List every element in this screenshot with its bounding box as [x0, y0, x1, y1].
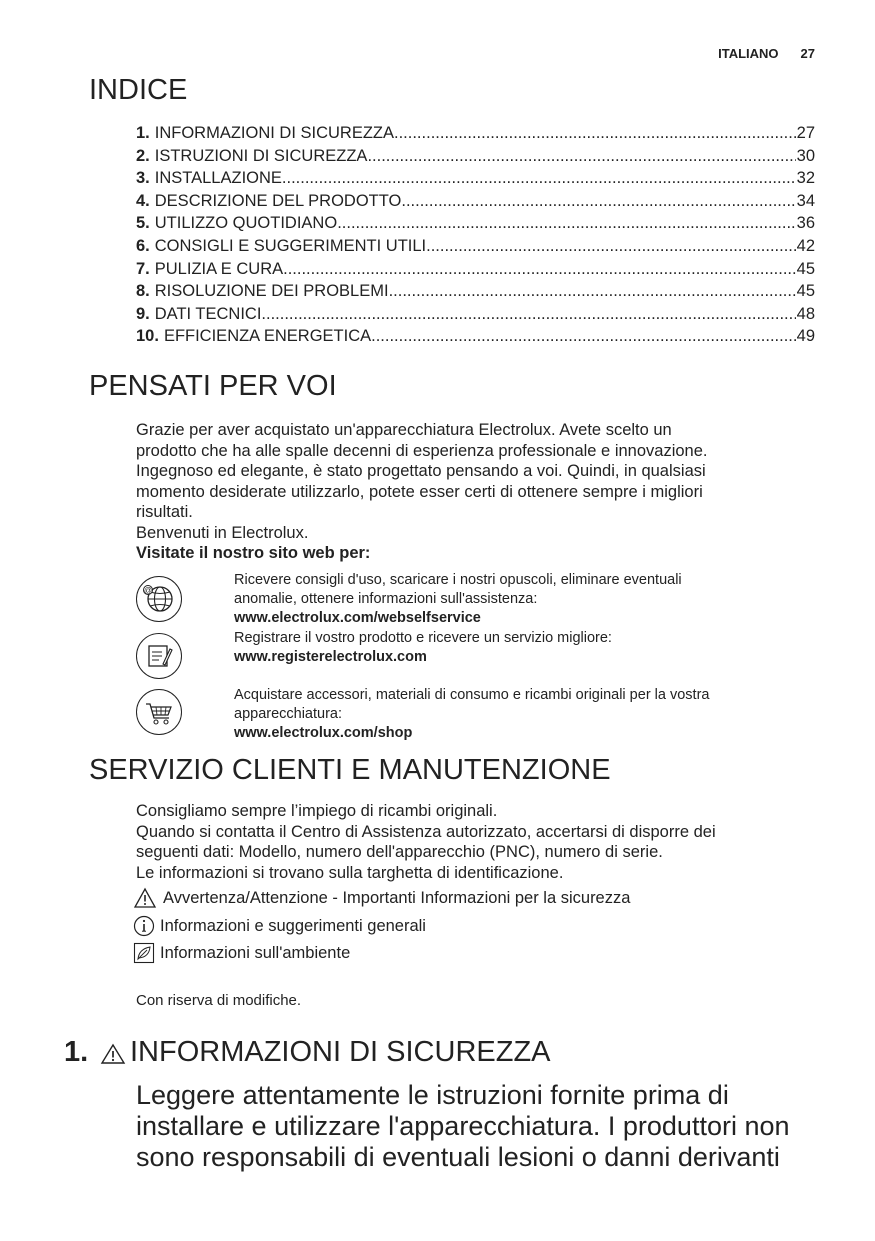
- customer-service-title: SERVIZIO CLIENTI E MANUTENZIONE: [89, 754, 611, 786]
- info-icon: [133, 915, 155, 937]
- toc-item[interactable]: [136, 167, 815, 190]
- intro-line: Grazie per aver acquistato un'apparecchiatura Electrolux. Avete scelto un: [136, 421, 672, 439]
- web-item-text: Ricevere consigli d'uso, scaricare i nostri opuscoli, eliminare eventuali: [234, 572, 682, 588]
- toc-item[interactable]: [136, 190, 815, 213]
- service-paragraph: [136, 801, 816, 883]
- page-number: 27: [800, 46, 815, 61]
- web-item-text: apparecchiatura:: [234, 706, 343, 722]
- toc-item-number: 8.: [136, 282, 150, 301]
- toc-item-number: 3.: [136, 169, 150, 188]
- legend-text: Informazioni e suggerimenti generali: [160, 916, 426, 935]
- toc-item-number: 2.: [136, 146, 150, 165]
- legend-environment: [133, 942, 350, 964]
- toc-item-page: 42: [796, 236, 815, 255]
- toc-item-page: 48: [796, 304, 815, 323]
- toc-item-page: 30: [796, 146, 815, 165]
- toc-item-number: 1.: [136, 124, 150, 142]
- legend-info: [133, 915, 426, 937]
- warning-icon: [133, 887, 157, 909]
- intro-line: prodotto che ha alle spalle decenni di esperienza professionale e innovazione.: [136, 441, 708, 460]
- toc-item-label: PULIZIA E CURA: [154, 259, 284, 278]
- toc-item-page: 34: [796, 191, 815, 210]
- toc-item-number: 5.: [136, 214, 150, 233]
- toc-item-label: DATI TECNICI: [154, 304, 262, 323]
- web-item-text: Registrare il vostro prodotto e ricevere un servizio migliore:: [234, 630, 612, 646]
- language-label: ITALIANO: [718, 46, 779, 61]
- toc-item-number: 7.: [136, 259, 150, 278]
- toc-item-number: 10.: [136, 327, 159, 346]
- toc-item-number: 9.: [136, 304, 150, 323]
- toc-item[interactable]: [136, 280, 815, 303]
- toc-item[interactable]: [136, 145, 815, 168]
- intro-paragraph: [136, 420, 816, 564]
- safety-line: sono responsabili di eventuali lesioni o danni derivanti: [136, 1142, 780, 1172]
- toc-item-label: INSTALLAZIONE: [154, 169, 282, 188]
- legend-warning: [133, 887, 630, 909]
- register-icon: [136, 633, 182, 679]
- toc-item-label: EFFICIENZA ENERGETICA: [163, 327, 372, 346]
- legend-text: Informazioni sull'ambiente: [160, 943, 351, 962]
- toc-item-number: 6.: [136, 236, 150, 255]
- register-link[interactable]: www.registerelectrolux.com: [234, 649, 427, 665]
- toc-item[interactable]: [136, 122, 815, 145]
- table-of-contents: [136, 122, 815, 348]
- toc-item[interactable]: [136, 235, 815, 258]
- section-number: 1.: [64, 1036, 89, 1068]
- warning-icon: [100, 1041, 126, 1065]
- web-item-text: anomalie, ottenere informazioni sull'assistenza:: [234, 591, 538, 607]
- toc-item[interactable]: [136, 212, 815, 235]
- globe-icon: [136, 576, 182, 622]
- safety-line: Leggere attentamente le istruzioni fornite prima di: [136, 1080, 729, 1110]
- page-header: [718, 46, 815, 61]
- index-title: INDICE: [89, 74, 188, 106]
- toc-item-page: 36: [796, 214, 815, 233]
- toc-item[interactable]: [136, 303, 815, 326]
- legend-text: Avvertenza/Attenzione - Importanti Informazioni per la sicurezza: [163, 888, 631, 907]
- toc-item-page: 27: [796, 124, 815, 142]
- toc-item-label: DESCRIZIONE DEL PRODOTTO: [154, 191, 402, 210]
- toc-item-page: 45: [796, 282, 815, 301]
- intro-line: Benvenuti in Electrolux.: [136, 523, 309, 542]
- svg-text:@: @: [143, 586, 153, 595]
- intro-line: momento desiderate utilizzarlo, potete esser certi di ottenere sempre i migliori: [136, 482, 703, 501]
- service-line: Consigliamo sempre l’impiego di ricambi originali.: [136, 802, 498, 820]
- visit-website-label: Visitate il nostro sito web per:: [136, 544, 371, 562]
- safety-title-text: INFORMAZIONI DI SICUREZZA: [130, 1036, 551, 1068]
- safety-section-title: [100, 1036, 551, 1069]
- safety-line: installare e utilizzare l'apparecchiatura. I produttori non: [136, 1111, 790, 1141]
- shop-link[interactable]: www.electrolux.com/shop: [234, 725, 413, 741]
- intro-line: risultati.: [136, 503, 193, 521]
- service-line: seguenti dati: Modello, numero dell'apparecchio (PNC), numero di serie.: [136, 843, 663, 861]
- toc-item-label: ISTRUZIONI DI SICUREZZA: [154, 146, 368, 165]
- safety-intro: [136, 1080, 836, 1173]
- thinking-of-you-title: PENSATI PER VOI: [89, 370, 337, 402]
- toc-item-page: 49: [796, 327, 815, 346]
- toc-item-label: RISOLUZIONE DEI PROBLEMI: [154, 282, 389, 301]
- environment-icon: [133, 942, 155, 964]
- toc-item[interactable]: [136, 325, 815, 348]
- intro-line: Ingegnoso ed elegante, è stato progettato pensando a voi. Quindi, in qualsiasi: [136, 462, 706, 480]
- toc-item-page: 32: [796, 169, 815, 188]
- disclaimer: Con riserva di modifiche.: [136, 992, 302, 1009]
- toc-item-label: UTILIZZO QUOTIDIANO: [154, 214, 338, 233]
- service-line: Le informazioni si trovano sulla targhetta di identificazione.: [136, 863, 564, 882]
- toc-item-label: CONSIGLI E SUGGERIMENTI UTILI: [154, 236, 427, 255]
- toc-item-number: 4.: [136, 191, 150, 210]
- toc-item-page: 45: [796, 259, 815, 278]
- webselfservice-link[interactable]: www.electrolux.com/webselfservice: [234, 610, 481, 626]
- shopping-cart-icon: [136, 689, 182, 735]
- service-line: Quando si contatta il Centro di Assistenza autorizzato, accertarsi di disporre dei: [136, 822, 716, 841]
- web-item-text: Acquistare accessori, materiali di consumo e ricambi originali per la vostra: [234, 687, 710, 703]
- toc-item[interactable]: [136, 258, 815, 281]
- toc-item-label: INFORMAZIONI DI SICUREZZA: [154, 124, 395, 142]
